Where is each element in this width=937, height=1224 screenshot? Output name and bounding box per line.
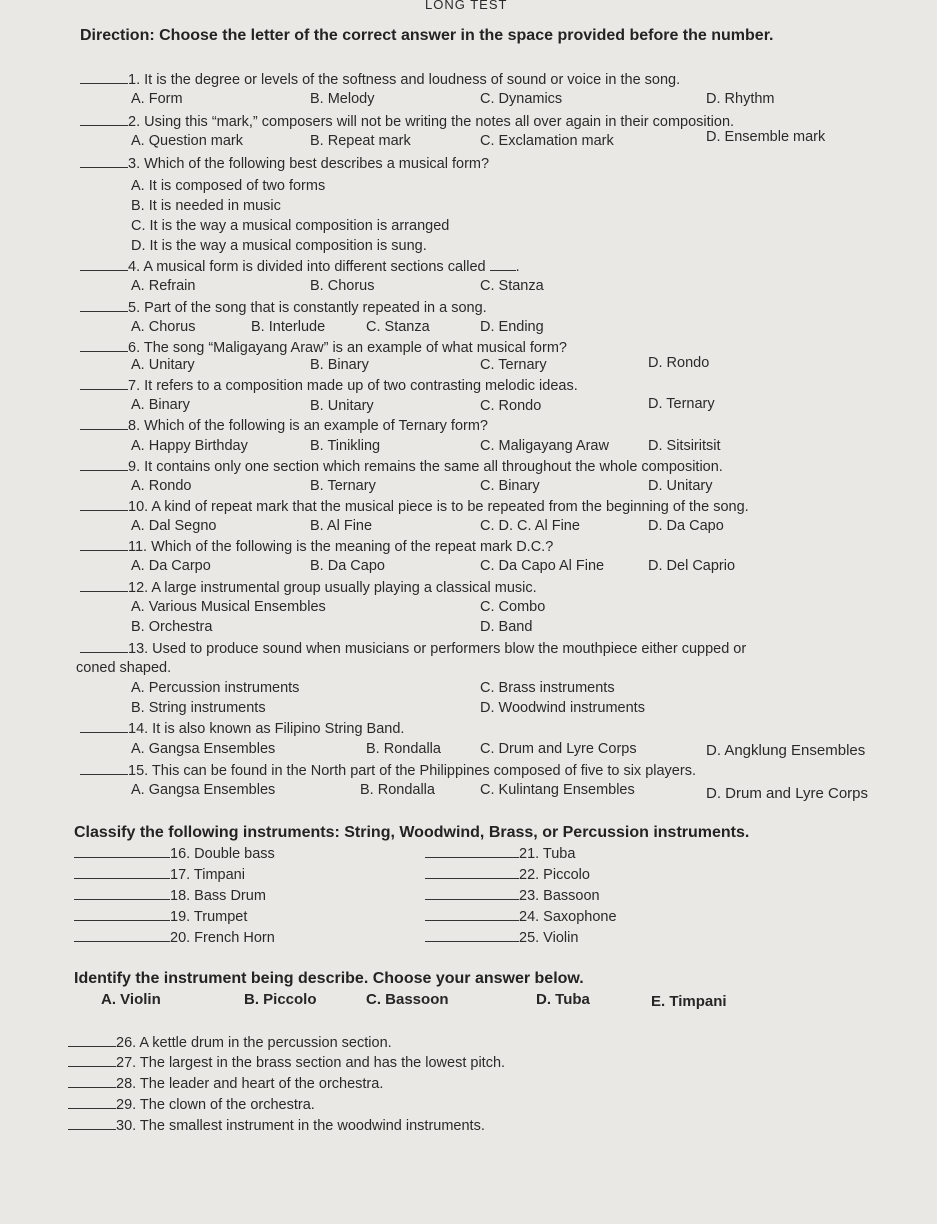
- classify-item: [74, 929, 275, 946]
- option: D. Rondo: [648, 355, 710, 371]
- option: B. Ternary: [310, 478, 376, 494]
- option: C. Maligayang Araw: [480, 438, 609, 454]
- classify-item: [425, 908, 617, 925]
- option: D. Drum and Lyre Corps: [706, 785, 868, 802]
- classify-item: [425, 929, 578, 946]
- classify-item: [425, 887, 600, 904]
- question-11: [80, 538, 553, 555]
- question-text: 14. It is also known as Filipino String Band.: [128, 721, 405, 737]
- option: C. Ternary: [480, 357, 547, 373]
- option: B. Chorus: [310, 278, 375, 294]
- question-13-continued: coned shaped.: [76, 660, 172, 676]
- question-3: [80, 155, 489, 172]
- item-label: 23. Bassoon: [519, 888, 600, 904]
- answer-blank[interactable]: [425, 866, 519, 879]
- option: C. Combo: [480, 599, 546, 615]
- answer-blank[interactable]: [80, 258, 128, 271]
- question-text: 7. It refers to a composition made up of two contrasting melodic ideas.: [128, 378, 578, 394]
- item-label: 18. Bass Drum: [170, 888, 266, 904]
- question-6: [80, 339, 567, 356]
- option: A. Form: [131, 91, 183, 107]
- option: C. D. C. Al Fine: [480, 518, 580, 534]
- option: B. Unitary: [310, 398, 374, 414]
- question-text: 12. A large instrumental group usually playing a classical music.: [128, 580, 537, 596]
- question-text: 2. Using this “mark,” composers will not be writing the notes all over again in their composition.: [128, 114, 735, 130]
- direction-heading: Direction: Choose the letter of the correct answer in the space provided before the number.: [80, 27, 774, 44]
- identify-item: [68, 1034, 392, 1051]
- classify-heading: Classify the following instruments: String, Woodwind, Brass, or Percussion instruments.: [74, 824, 750, 841]
- option: D. Ensemble mark: [706, 129, 826, 145]
- identify-choice: B. Piccolo: [244, 991, 317, 1008]
- option: A. Percussion instruments: [131, 680, 300, 696]
- option: D. Angklung Ensembles: [706, 742, 866, 759]
- question-4: 4. A musical form is divided into different sections called .: [80, 258, 520, 275]
- item-label: 21. Tuba: [519, 846, 576, 862]
- question-2: [80, 113, 734, 130]
- item-label: 16. Double bass: [170, 846, 275, 862]
- answer-blank[interactable]: [425, 887, 519, 900]
- option: C. Kulintang Ensembles: [480, 782, 635, 798]
- question-text: 11. Which of the following is the meaning of the repeat mark D.C.?: [128, 539, 554, 555]
- identify-choice: E. Timpani: [651, 993, 727, 1010]
- answer-blank[interactable]: [80, 339, 128, 352]
- question-1: [80, 71, 680, 88]
- option: D. Del Caprio: [648, 558, 736, 574]
- option: C. Stanza: [480, 278, 544, 294]
- identify-item: [68, 1117, 485, 1134]
- option: B. Interlude: [251, 319, 326, 335]
- identify-item: [68, 1096, 315, 1113]
- option: A. Various Musical Ensembles: [131, 599, 326, 615]
- question-text: 10. A kind of repeat mark that the musical piece is to be repeated from the beginning of the song.: [128, 499, 749, 515]
- identify-item: [68, 1075, 383, 1092]
- answer-blank[interactable]: [68, 1117, 116, 1130]
- option: B. Da Capo: [310, 558, 385, 574]
- item-text: 30. The smallest instrument in the woodwind instruments.: [116, 1118, 485, 1134]
- option: A. Gangsa Ensembles: [131, 741, 276, 757]
- answer-blank[interactable]: [74, 929, 170, 942]
- classify-item: [74, 908, 247, 925]
- classify-item: [425, 845, 575, 862]
- option: B. Melody: [310, 91, 375, 107]
- option: A. Chorus: [131, 319, 196, 335]
- question-15: [80, 762, 696, 779]
- option: B. It is needed in music: [131, 198, 281, 214]
- question-text: 15. This can be found in the North part of the Philippines composed of five to six players.: [128, 763, 696, 779]
- option: D. Ternary: [648, 396, 715, 412]
- answer-blank[interactable]: [80, 113, 128, 126]
- item-label: 20. French Horn: [170, 930, 275, 946]
- question-text: 6. The song “Maligayang Araw” is an example of what musical form?: [128, 340, 567, 356]
- question-text: 4. A musical form is divided into different sections called: [128, 259, 486, 275]
- question-12: [80, 579, 537, 596]
- answer-blank[interactable]: [68, 1075, 116, 1088]
- question-7: [80, 377, 578, 394]
- option: C. Binary: [480, 478, 540, 494]
- option: D. Band: [480, 619, 533, 635]
- answer-blank[interactable]: [80, 720, 128, 733]
- option: A. Question mark: [131, 133, 244, 149]
- option: B. Tinikling: [310, 438, 381, 454]
- answer-blank[interactable]: [80, 417, 128, 430]
- option: A. Happy Birthday: [131, 438, 248, 454]
- option: C. Da Capo Al Fine: [480, 558, 605, 574]
- question-14: [80, 720, 404, 737]
- option: A. Rondo: [131, 478, 192, 494]
- identify-choice: D. Tuba: [536, 991, 590, 1008]
- answer-blank[interactable]: [80, 377, 128, 390]
- question-8: [80, 417, 488, 434]
- answer-blank[interactable]: [425, 845, 519, 858]
- option: C. Stanza: [366, 319, 430, 335]
- answer-blank[interactable]: [80, 498, 128, 511]
- answer-blank[interactable]: [68, 1034, 116, 1047]
- option: D. Unitary: [648, 478, 713, 494]
- option: B. Al Fine: [310, 518, 373, 534]
- option: B. Rondalla: [366, 741, 441, 757]
- answer-blank[interactable]: [80, 762, 128, 775]
- item-label: 19. Trumpet: [170, 909, 248, 925]
- option: D. Woodwind instruments: [480, 700, 645, 716]
- option: D. It is the way a musical composition is sung.: [131, 238, 427, 254]
- classify-item: [425, 866, 590, 883]
- question-text: 8. Which of the following is an example of Ternary form?: [128, 418, 488, 434]
- answer-blank[interactable]: [80, 538, 128, 551]
- answer-blank[interactable]: [68, 1096, 116, 1109]
- option: B. Repeat mark: [310, 133, 411, 149]
- answer-blank[interactable]: [80, 640, 128, 653]
- option: D. Da Capo: [648, 518, 724, 534]
- answer-blank[interactable]: [74, 845, 170, 858]
- answer-blank[interactable]: [74, 887, 170, 900]
- question-5: [80, 299, 487, 316]
- option: B. Binary: [310, 357, 369, 373]
- answer-blank[interactable]: [74, 866, 170, 879]
- question-text: 9. It contains only one section which remains the same all throughout the whole composition.: [128, 459, 723, 475]
- question-text: 3. Which of the following best describes a musical form?: [128, 156, 490, 172]
- answer-blank[interactable]: [80, 71, 128, 84]
- identify-choice: C. Bassoon: [366, 991, 449, 1008]
- inline-blank[interactable]: [490, 258, 516, 271]
- answer-blank[interactable]: [74, 908, 170, 921]
- answer-blank[interactable]: [425, 908, 519, 921]
- identify-choice: A. Violin: [101, 991, 161, 1008]
- question-9: [80, 458, 723, 475]
- question-text: 5. Part of the song that is constantly repeated in a song.: [128, 300, 487, 316]
- option: C. Dynamics: [480, 91, 563, 107]
- item-text: 29. The clown of the orchestra.: [116, 1097, 315, 1113]
- item-label: 17. Timpani: [170, 867, 245, 883]
- option: A. Unitary: [131, 357, 195, 373]
- page-title: LONG TEST: [425, 0, 508, 12]
- item-label: 24. Saxophone: [519, 909, 617, 925]
- option: A. Gangsa Ensembles: [131, 782, 276, 798]
- option: C. Rondo: [480, 398, 542, 414]
- question-text: 13. Used to produce sound when musicians or performers blow the mouthpiece either cupped or: [128, 641, 747, 657]
- item-text: 27. The largest in the brass section and has the lowest pitch.: [116, 1055, 506, 1071]
- answer-blank[interactable]: [80, 458, 128, 471]
- question-10: [80, 498, 749, 515]
- answer-blank[interactable]: [80, 155, 128, 168]
- item-text: 28. The leader and heart of the orchestra.: [116, 1076, 384, 1092]
- option: A. Dal Segno: [131, 518, 217, 534]
- answer-blank[interactable]: [80, 579, 128, 592]
- classify-item: [74, 845, 275, 862]
- option: A. Da Carpo: [131, 558, 211, 574]
- option: B. Orchestra: [131, 619, 213, 635]
- question-text: 1. It is the degree or levels of the softness and loudness of sound or voice in the song.: [128, 72, 681, 88]
- option: B. String instruments: [131, 700, 266, 716]
- option: C. Brass instruments: [480, 680, 615, 696]
- option: C. Drum and Lyre Corps: [480, 741, 637, 757]
- option: A. Binary: [131, 397, 190, 413]
- option: D. Sitsiritsit: [648, 438, 721, 454]
- item-label: 25. Violin: [519, 930, 579, 946]
- identify-heading: Identify the instrument being describe. Choose your answer below.: [74, 970, 584, 987]
- option: C. It is the way a musical composition is arranged: [131, 218, 450, 234]
- identify-item: [68, 1054, 505, 1071]
- classify-item: [74, 887, 266, 904]
- option: A. Refrain: [131, 278, 196, 294]
- answer-blank[interactable]: [80, 299, 128, 312]
- item-text: 26. A kettle drum in the percussion section.: [116, 1035, 392, 1051]
- classify-item: [74, 866, 245, 883]
- item-label: 22. Piccolo: [519, 867, 590, 883]
- question-13: [80, 640, 746, 657]
- answer-blank[interactable]: [68, 1054, 116, 1067]
- option: D. Ending: [480, 319, 544, 335]
- option: B. Rondalla: [360, 782, 435, 798]
- answer-blank[interactable]: [425, 929, 519, 942]
- option: C. Exclamation mark: [480, 133, 614, 149]
- option: A. It is composed of two forms: [131, 178, 326, 194]
- option: D. Rhythm: [706, 91, 775, 107]
